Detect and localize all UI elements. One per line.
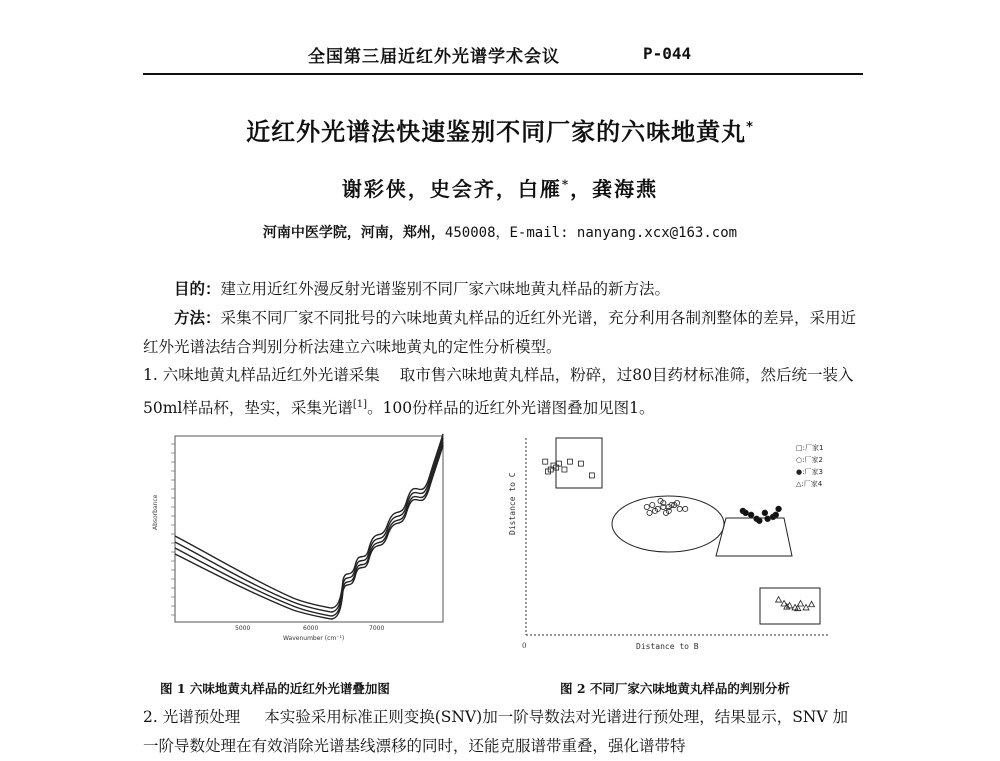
affiliation-cn: 河南中医学院，河南，郑州，: [262, 225, 445, 241]
corresponding-mark: *: [561, 177, 571, 192]
x-tick-6000: 6000: [303, 625, 319, 632]
method-label: 方法：: [174, 308, 221, 327]
section1-paragraph: [143, 361, 863, 423]
objective-label: 目的：: [174, 279, 221, 298]
point-厂家4-0: [776, 597, 782, 603]
paper-code: P-044: [643, 44, 692, 63]
cluster-box-1: [556, 438, 602, 488]
y-ticks: [171, 444, 175, 615]
x-tick-5000: 5000: [235, 625, 251, 632]
point-厂家1-6: [578, 461, 583, 466]
point-厂家4-4: [798, 600, 804, 606]
spectrum-band-2: [175, 438, 443, 612]
title-text: 近红外光谱法快速鉴别不同厂家的六味地黄丸: [246, 118, 747, 146]
point-厂家1-9: [589, 473, 594, 478]
citation-ref: [1]: [352, 399, 368, 410]
point-厂家2-13: [661, 504, 666, 509]
point-厂家3-3: [762, 510, 768, 516]
point-厂家3-1: [748, 512, 754, 518]
paper-title: [0, 112, 1000, 147]
point-厂家4-6: [809, 601, 815, 607]
cluster-trapezoid-3: [716, 518, 792, 556]
cluster-box-4: [760, 588, 820, 624]
legend-item-4: △:厂家4: [796, 480, 823, 488]
point-厂家4-5: [803, 604, 809, 610]
authors-part1: 谢彩侠，史会齐，白雁: [341, 177, 562, 201]
point-厂家3-5: [776, 506, 782, 512]
affiliation-email: 450008，E-mail: nanyang.xcx@163.com: [444, 225, 738, 241]
plot-frame: [175, 436, 443, 622]
legend-item-3: ●:厂家3: [796, 468, 823, 476]
method-text: 采集不同厂家不同批号的六味地黄丸样品的近红外光谱，充分利用各制剂整体的差异，采用近红外光谱法结合判别分析法建立六味地黄丸的定性分析模型。: [143, 309, 857, 356]
figure2-scatter: [508, 430, 838, 655]
conference-name: 全国第三届近红外光谱学术会议: [308, 47, 560, 67]
figure2-caption: 图 2 不同厂家六味地黄丸样品的判别分析: [560, 681, 790, 696]
spectrum-band-3: [175, 442, 443, 616]
x-tick-7000: 7000: [369, 625, 385, 632]
legend-item-1: □:厂家1: [796, 444, 824, 452]
point-厂家3-9: [773, 512, 779, 518]
point-厂家2-6: [677, 506, 682, 511]
section2-paragraph: [143, 703, 863, 761]
method-paragraph: [143, 303, 863, 362]
affiliation: [0, 222, 1000, 242]
y-axis-label: Absorbance: [152, 494, 159, 530]
section1-text2: 。100份样品的近红外光谱图叠加见图1。: [367, 399, 655, 418]
scatter-plot: [508, 430, 838, 655]
point-厂家2-15: [683, 506, 688, 511]
point-厂家3-8: [757, 518, 763, 524]
spectrum-band-4: [175, 445, 443, 619]
point-厂家3-7: [743, 510, 749, 516]
title-footnote-mark: *: [746, 120, 754, 135]
spectra-plot: [143, 430, 453, 645]
y-axis-label: Distance to C: [508, 472, 517, 535]
x-axis-label: Distance to B: [636, 642, 699, 651]
section2-heading: 2. 光谱预处理: [143, 708, 241, 726]
authors-part2: ，龚海燕: [570, 177, 659, 201]
figure1-caption: 图 1 六味地黄丸样品的近红外光谱叠加图: [160, 681, 390, 696]
section1-heading: 1. 六味地黄丸样品近红外光谱采集: [143, 366, 380, 384]
x-axis-label: Wavenumber (cm⁻¹): [283, 635, 345, 642]
legend: [796, 443, 823, 488]
objective-text: 建立用近红外漫反射光谱鉴别不同厂家六味地黄丸样品的新方法。: [220, 280, 671, 298]
objective-paragraph: [143, 274, 863, 304]
authors: [0, 173, 1000, 202]
header-rule: [143, 73, 863, 75]
spectra-curves: [175, 434, 443, 619]
point-厂家1-8: [567, 459, 572, 464]
origin-label: 0: [522, 642, 527, 650]
point-厂家1-5: [562, 467, 567, 472]
point-厂家2-0: [644, 504, 649, 509]
section1-text: 取市售六味地黄丸样品，粉碎，过80目药材标准筛，然后统一装入50ml样品杯，垫实，采集光谱: [143, 366, 854, 418]
point-厂家2-12: [647, 510, 652, 515]
point-厂家2-1: [650, 502, 655, 507]
running-header: [0, 42, 1000, 72]
point-厂家3-6: [765, 516, 771, 522]
point-厂家1-0: [543, 459, 548, 464]
section2-text: 本实验采用标准正则变换(SNV)加一阶导数法对光谱进行预处理，结果显示，SNV 加一阶导数处理在有效消除光谱基线漂移的同时，还能克服谱带重叠，强化谱带特: [143, 708, 848, 755]
legend-item-2: ○:厂家2: [796, 456, 823, 464]
figure1-spectra: [143, 430, 453, 645]
